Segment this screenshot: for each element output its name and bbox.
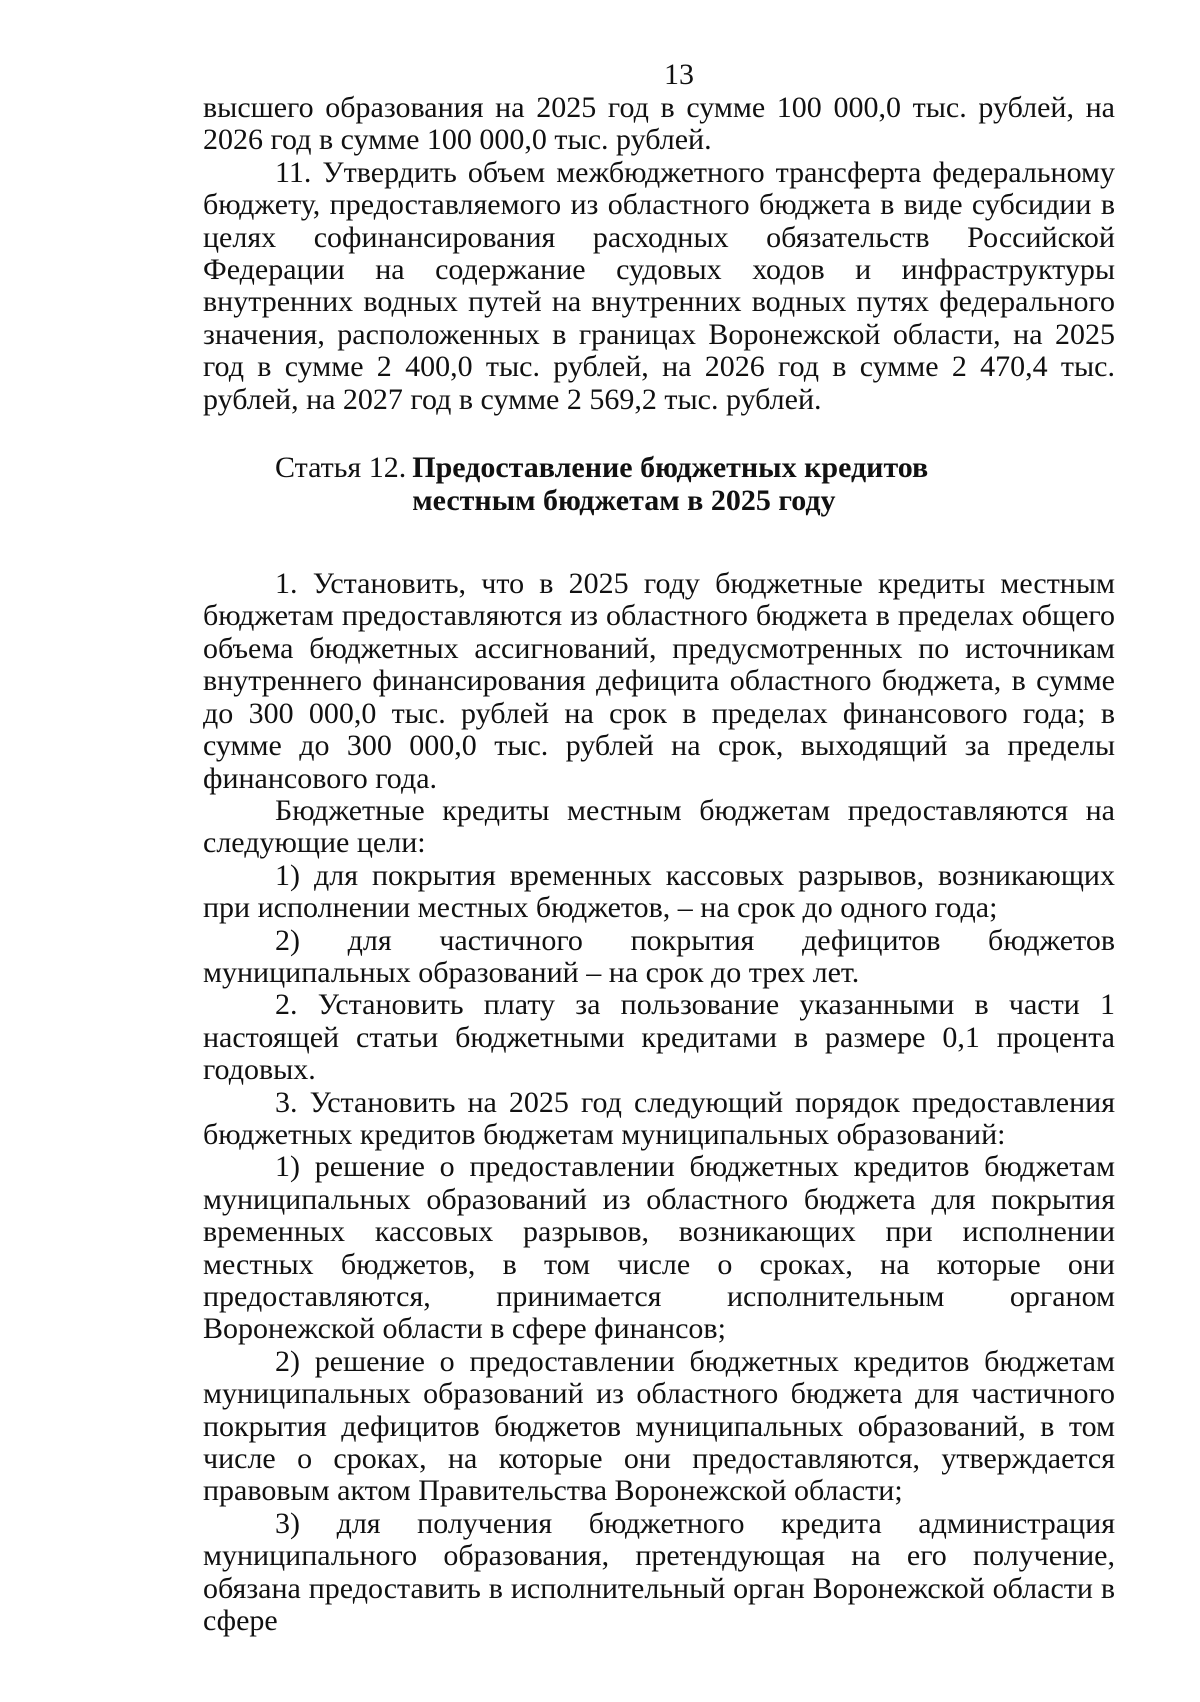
- paragraph-part-2: 2. Установить плату за пользование указанными в части 1 настоящей статьи бюджетными кредитами в размере 0,1 процента годовых.: [203, 988, 1115, 1087]
- article-heading: [203, 451, 1115, 517]
- page-number: 13: [664, 58, 694, 91]
- paragraph-purpose-1: 1) для покрытия временных кассовых разрывов, возникающих при исполнении местных бюджетов, – на срок до одного года;: [203, 858, 1115, 925]
- paragraph-continuation: высшего образования на 2025 год в сумме 100 000,0 тыс. рублей, на 2026 год в сумме 100 000,0 тыс. рублей.: [203, 91, 1115, 157]
- document-page: [203, 58, 1115, 1637]
- paragraph-purpose-2: 2) для частичного покрытия дефицитов бюджетов муниципальных образований – на срок до трех лет.: [203, 923, 1115, 989]
- paragraph-item-11: 11. Утвердить объем межбюджетного трансферта федеральному бюджету, предоставляемого из областного бюджета в виде субсидии в целях софинансирования расходных обязательств Российской Федерации на содержание судовых ходов и инфраструктуры внутренних водных путей на внутренних водных путях федерального значения, расположенных в границах Воронежской области, на 2025 год в сумме 2 400,0 тыс. рублей, на 2026 год в сумме 2 470,4 тыс. рублей, на 2027 год в сумме 2 569,2 тыс. рублей.: [203, 155, 1115, 416]
- article-number: Статья 12.: [275, 451, 407, 485]
- article-title: Предоставление бюджетных кредитов местным бюджетам в 2025 году: [412, 451, 929, 518]
- paragraph-procedure-1: 1) решение о предоставлении бюджетных кредитов бюджетам муниципальных образований из областного бюджета для покрытия временных кассовых разрывов, возникающих при исполнении местных бюджетов, в том числе о сроках, на которые они предоставляются, принимается исполнительным органом Воронежской области в сфере финансов;: [203, 1150, 1115, 1346]
- paragraph-purposes-intro: Бюджетные кредиты местным бюджетам предоставляются на следующие цели:: [203, 793, 1115, 860]
- paragraph-part-3: 3. Установить на 2025 год следующий порядок предоставления бюджетных кредитов бюджетам муниципальных образований:: [203, 1085, 1115, 1151]
- paragraph-procedure-3: 3) для получения бюджетного кредита администрация муниципального образования, претендующая на его получение, обязана предоставить в исполнительный орган Воронежской области в сфере: [203, 1506, 1115, 1638]
- paragraph-procedure-2: 2) решение о предоставлении бюджетных кредитов бюджетам муниципальных образований из областного бюджета для частичного покрытия дефицитов бюджетов муниципальных образований, в том числе о сроках, на которые они предоставляются, утверждается правовым актом Правительства Воронежской области;: [203, 1344, 1115, 1508]
- paragraph-part-1: 1. Установить, что в 2025 году бюджетные кредиты местным бюджетам предоставляются из областного бюджета в пределах общего объема бюджетных ассигнований, предусмотренных по источникам внутреннего финансирования дефицита областного бюджета, в сумме до 300 000,0 тыс. рублей на срок в пределах финансового года; в сумме до 300 000,0 тыс. рублей на срок, выходящий за пределы финансового года.: [203, 567, 1115, 795]
